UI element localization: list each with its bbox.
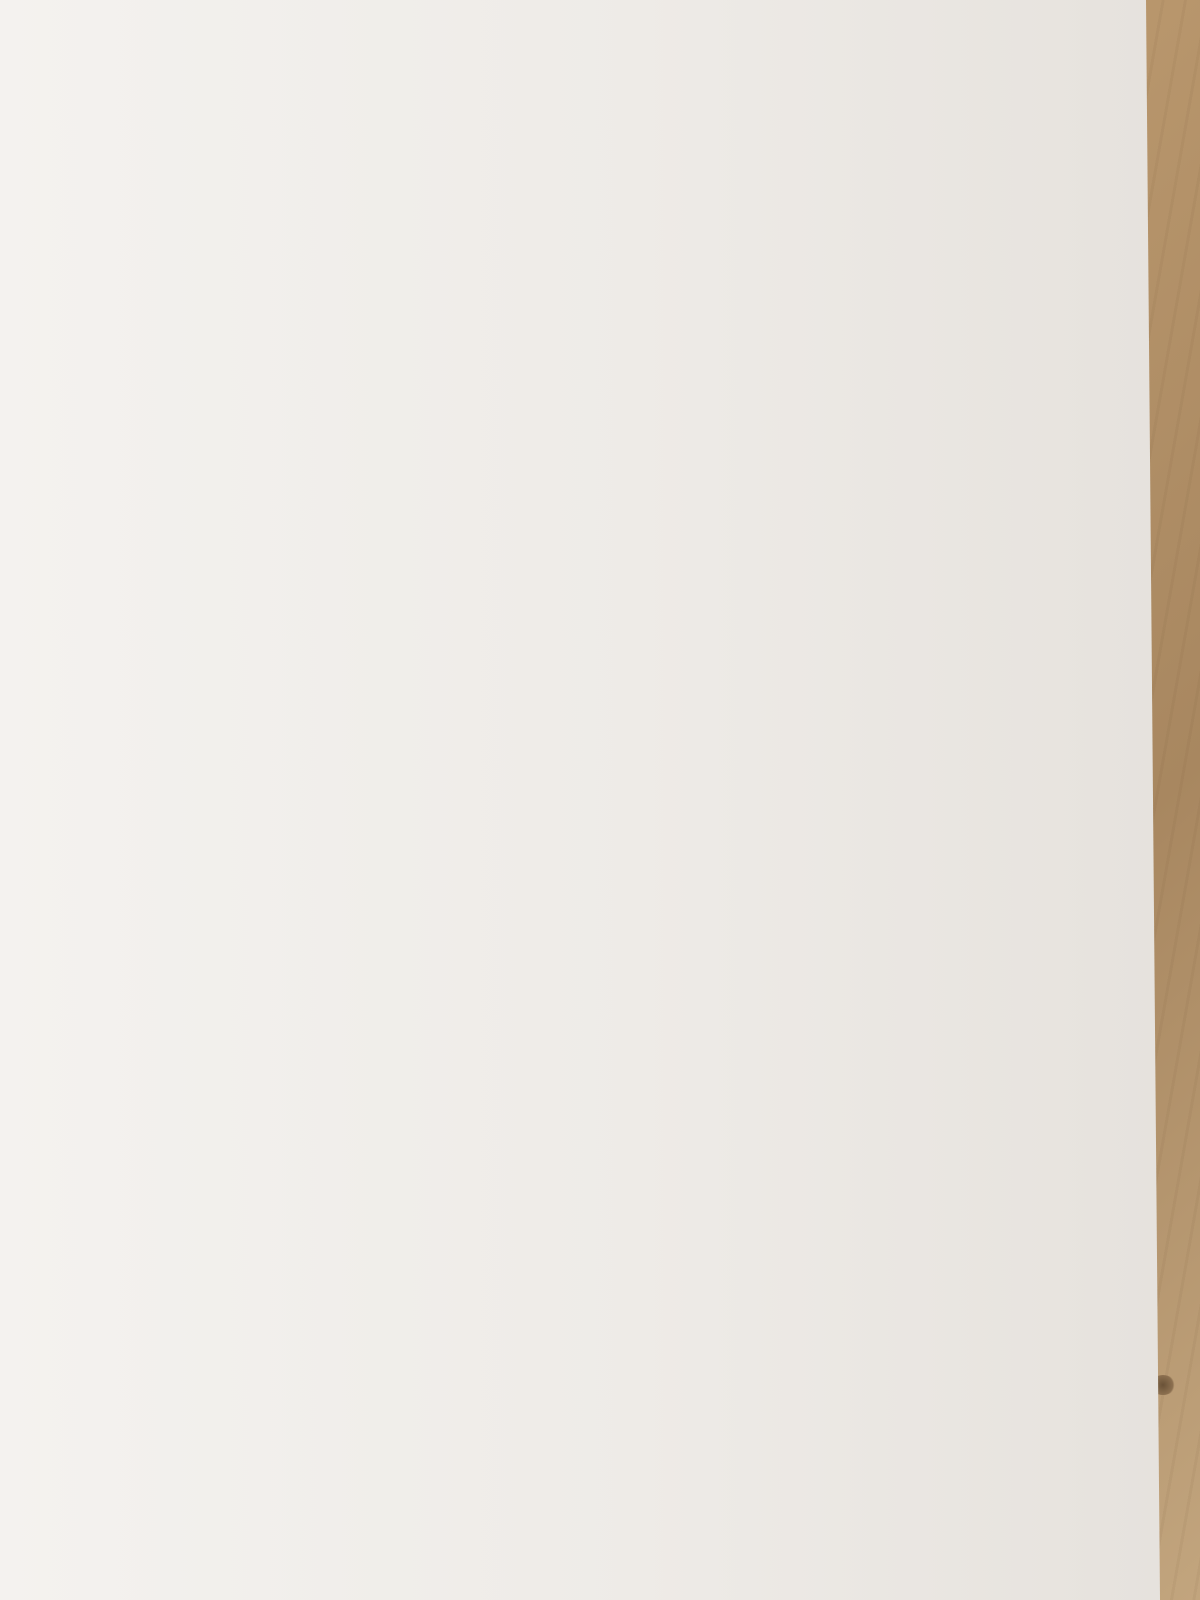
staff-table — [116, 82, 1137, 1487]
staff-table-rotated — [116, 82, 1137, 1487]
